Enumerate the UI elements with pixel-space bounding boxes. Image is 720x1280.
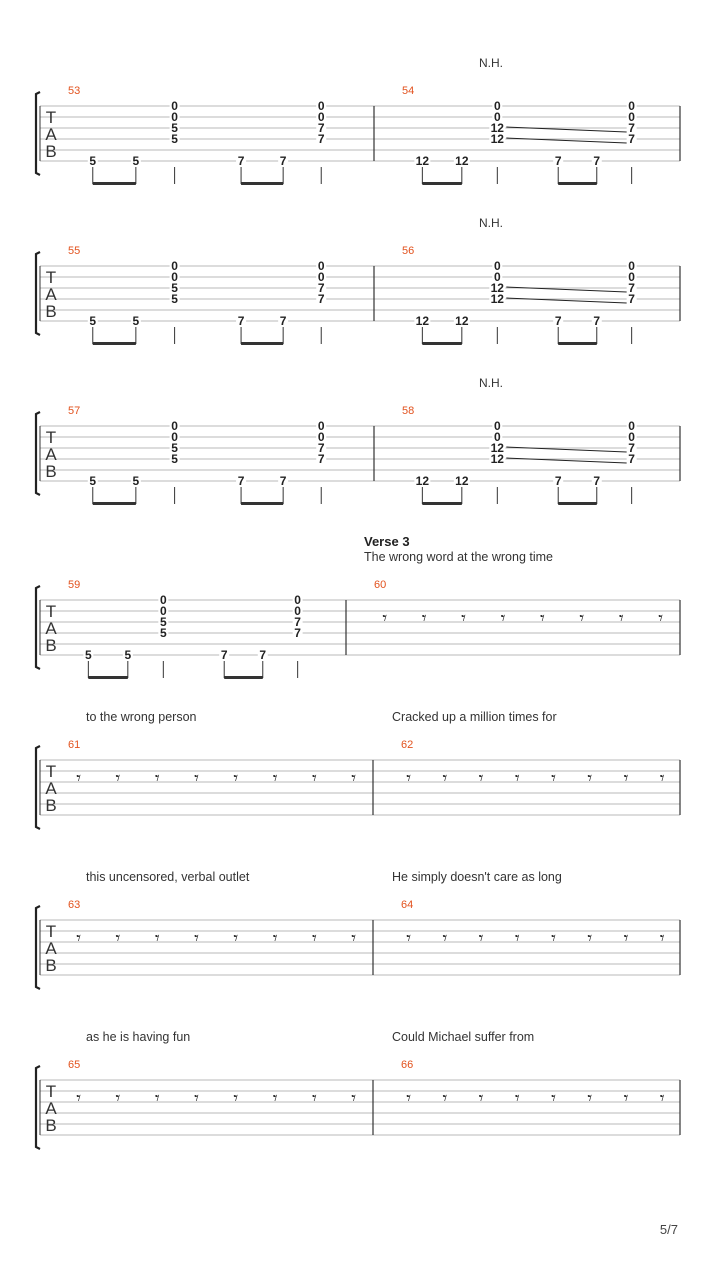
fret-number: 7 (628, 452, 635, 466)
measure-number: 55 (68, 245, 81, 257)
note-beam (422, 342, 461, 345)
fret-number: 7 (237, 474, 245, 488)
fret-number: 12 (490, 281, 504, 295)
natural-harmonic-label: N.H. (479, 376, 503, 390)
fret-number: 12 (455, 154, 469, 168)
lyric-line: The wrong word at the wrong time (364, 550, 553, 564)
note-beam (241, 342, 283, 345)
measure-number: 53 (68, 85, 81, 97)
tab-system (36, 412, 680, 505)
note-beam (88, 676, 127, 679)
natural-harmonic-label: N.H. (479, 56, 503, 70)
eighth-rest-icon: 𝄾 (194, 928, 199, 949)
fret-number: 5 (159, 626, 167, 640)
system-bracket (36, 906, 40, 989)
tab-system (36, 586, 680, 679)
fret-number: 0 (493, 110, 501, 124)
tab-clef-letter: A (45, 125, 57, 144)
eighth-rest-icon: 𝄾 (311, 768, 317, 789)
eighth-rest-icon: 𝄾 (500, 608, 506, 629)
note-beam (558, 342, 597, 345)
fret-number: 7 (628, 292, 635, 306)
eighth-rest-icon: 𝄾 (659, 768, 665, 789)
tab-clef-letter: A (45, 779, 57, 798)
fret-number: 0 (294, 593, 301, 607)
fret-number: 12 (455, 314, 469, 328)
fret-number: 7 (593, 154, 601, 168)
eighth-rest-icon: 𝄾 (194, 1088, 199, 1109)
eighth-rest-icon: 𝄾 (659, 928, 665, 949)
fret-number: 0 (159, 604, 167, 618)
fret-number: 5 (132, 314, 140, 328)
measure-number: 59 (68, 579, 81, 591)
fret-number: 12 (415, 474, 430, 488)
tab-system (36, 92, 680, 185)
eighth-rest-icon: 𝄾 (623, 768, 629, 789)
tab-system (36, 906, 680, 989)
fret-number: 0 (171, 99, 178, 113)
eighth-rest-icon: 𝄾 (587, 768, 593, 789)
eighth-rest-icon: 𝄾 (658, 608, 664, 629)
fret-number: 12 (455, 474, 469, 488)
tab-clef-letter: A (45, 939, 57, 958)
fret-number: 7 (628, 132, 635, 146)
measure-number: 63 (68, 899, 81, 911)
eighth-rest-icon: 𝄾 (623, 1088, 629, 1109)
eighth-rest-icon: 𝄾 (115, 768, 121, 789)
eighth-rest-icon: 𝄾 (478, 928, 484, 949)
fret-number: 7 (628, 121, 635, 135)
fret-number: 5 (171, 292, 178, 306)
measure-number: 65 (68, 1059, 81, 1071)
eighth-rest-icon: 𝄾 (478, 1088, 484, 1109)
eighth-rest-icon: 𝄾 (311, 1088, 317, 1109)
measure (414, 261, 636, 345)
eighth-rest-icon: 𝄾 (76, 1088, 82, 1109)
fret-number: 5 (171, 132, 178, 146)
measure (88, 101, 326, 185)
note-beam (422, 502, 461, 505)
eighth-rest-icon: 𝄾 (461, 608, 466, 629)
eighth-rest-icon: 𝄾 (351, 1088, 357, 1109)
fret-number: 5 (85, 648, 92, 662)
note-beam (241, 502, 283, 505)
measure-number: 60 (374, 579, 387, 591)
fret-number: 12 (490, 452, 504, 466)
tab-clef-letter: A (45, 285, 57, 304)
section-title: Verse 3 (364, 534, 410, 549)
fret-number: 7 (628, 441, 635, 455)
fret-number: 0 (628, 110, 635, 124)
eighth-rest-icon: 𝄾 (539, 608, 545, 629)
eighth-rest-icon: 𝄾 (233, 1088, 239, 1109)
fret-number: 7 (317, 292, 325, 306)
fret-number: 5 (124, 648, 132, 662)
system-bracket (36, 746, 40, 829)
measure (88, 421, 326, 505)
lyric-line: to the wrong person (86, 710, 197, 724)
fret-number: 7 (554, 154, 562, 168)
fret-number: 0 (317, 419, 325, 433)
eighth-rest-icon: 𝄾 (351, 928, 357, 949)
fret-number: 7 (279, 154, 287, 168)
fret-number: 0 (171, 419, 178, 433)
note-beam (224, 676, 263, 679)
fret-number: 0 (628, 259, 635, 273)
fret-number: 5 (171, 281, 178, 295)
fret-number: 5 (171, 441, 178, 455)
fret-number: 7 (554, 474, 562, 488)
eighth-rest-icon: 𝄾 (442, 928, 448, 949)
eighth-rest-icon: 𝄾 (76, 768, 82, 789)
tab-clef-letter: T (45, 922, 57, 941)
fret-number: 7 (317, 121, 325, 135)
eighth-rest-icon: 𝄾 (154, 1088, 160, 1109)
fret-number: 12 (415, 154, 430, 168)
fret-number: 7 (628, 281, 635, 295)
fret-number: 7 (317, 281, 325, 295)
fret-number: 0 (317, 270, 325, 284)
eighth-rest-icon: 𝄾 (311, 928, 317, 949)
note-beam (558, 182, 597, 185)
fret-number: 5 (132, 474, 140, 488)
fret-number: 5 (132, 154, 140, 168)
tab-clef-letter: T (45, 428, 57, 447)
fret-number: 0 (171, 110, 178, 124)
tab-clef-letter: T (45, 108, 57, 127)
fret-number: 12 (415, 314, 430, 328)
fret-number: 7 (317, 441, 325, 455)
fret-number: 12 (490, 292, 504, 306)
fret-number: 7 (317, 132, 325, 146)
fret-number: 0 (294, 604, 301, 618)
lyric-line: as he is having fun (86, 1030, 191, 1044)
tab-clef-letter: A (45, 445, 57, 464)
note-beam (558, 502, 597, 505)
eighth-rest-icon: 𝄾 (442, 768, 448, 789)
lyric-line: Cracked up a million times for (392, 710, 557, 724)
fret-number: 0 (171, 430, 178, 444)
fret-number: 7 (317, 452, 325, 466)
eighth-rest-icon: 𝄾 (623, 928, 629, 949)
eighth-rest-icon: 𝄾 (115, 928, 121, 949)
fret-number: 7 (554, 314, 562, 328)
tab-clef-letter: T (45, 1082, 57, 1101)
tab-clef-letter: B (45, 636, 57, 655)
lyric-line: Could Michael suffer from (392, 1030, 535, 1044)
eighth-rest-icon: 𝄾 (587, 928, 593, 949)
tab-clef-letter: T (45, 762, 57, 781)
tab-clef-letter: B (45, 462, 57, 481)
system-bracket (36, 1066, 40, 1149)
eighth-rest-icon: 𝄾 (272, 928, 278, 949)
eighth-rest-icon: 𝄾 (154, 928, 160, 949)
measure (414, 421, 636, 505)
eighth-rest-icon: 𝄾 (76, 928, 82, 949)
eighth-rest-icon: 𝄾 (442, 1088, 448, 1109)
eighth-rest-icon: 𝄾 (551, 768, 556, 789)
note-beam (93, 182, 136, 185)
fret-number: 0 (493, 259, 501, 273)
tab-system (36, 746, 680, 829)
fret-number: 0 (628, 270, 635, 284)
fret-number: 0 (628, 430, 635, 444)
eighth-rest-icon: 𝄾 (514, 768, 520, 789)
fret-number: 7 (279, 314, 287, 328)
fret-number: 0 (171, 270, 178, 284)
fret-number: 0 (628, 99, 635, 113)
measure-number: 58 (402, 405, 415, 417)
fret-number: 0 (493, 270, 501, 284)
note-beam (241, 182, 283, 185)
eighth-rest-icon: 𝄾 (272, 768, 278, 789)
eighth-rest-icon: 𝄾 (406, 928, 412, 949)
page-number: 5/7 (659, 1222, 678, 1237)
lyric-line: this uncensored, verbal outlet (86, 870, 250, 884)
fret-number: 0 (317, 99, 325, 113)
measure-number: 56 (402, 245, 415, 257)
tab-clef-letter: A (45, 1099, 57, 1118)
eighth-rest-icon: 𝄾 (551, 1088, 556, 1109)
eighth-rest-icon: 𝄾 (382, 608, 388, 629)
fret-number: 0 (171, 259, 178, 273)
eighth-rest-icon: 𝄾 (233, 928, 239, 949)
fret-number: 7 (294, 615, 301, 629)
note-beam (93, 502, 136, 505)
fret-number: 5 (89, 314, 97, 328)
fret-number: 7 (237, 154, 245, 168)
measure-number: 62 (401, 739, 414, 751)
fret-number: 5 (159, 615, 167, 629)
fret-number: 0 (493, 430, 501, 444)
tab-clef-letter: B (45, 796, 57, 815)
measure-number: 61 (68, 739, 81, 751)
fret-number: 0 (317, 259, 325, 273)
eighth-rest-icon: 𝄾 (514, 1088, 520, 1109)
eighth-rest-icon: 𝄾 (618, 608, 624, 629)
note-beam (422, 182, 461, 185)
fret-number: 5 (171, 452, 178, 466)
eighth-rest-icon: 𝄾 (406, 768, 412, 789)
fret-number: 5 (89, 154, 97, 168)
system-bracket (36, 412, 40, 495)
fret-number: 0 (493, 99, 501, 113)
fret-number: 12 (490, 121, 504, 135)
tab-system (36, 1066, 680, 1149)
eighth-rest-icon: 𝄾 (579, 608, 585, 629)
eighth-rest-icon: 𝄾 (351, 768, 357, 789)
fret-number: 12 (490, 441, 504, 455)
eighth-rest-icon: 𝄾 (272, 1088, 278, 1109)
tab-clef-letter: A (45, 619, 57, 638)
lyric-line: He simply doesn't care as long (392, 870, 562, 884)
tab-clef-letter: B (45, 956, 57, 975)
eighth-rest-icon: 𝄾 (115, 1088, 121, 1109)
eighth-rest-icon: 𝄾 (551, 928, 556, 949)
measure (414, 101, 636, 185)
fret-number: 7 (593, 474, 601, 488)
eighth-rest-icon: 𝄾 (587, 1088, 593, 1109)
eighth-rest-icon: 𝄾 (478, 768, 484, 789)
system-bracket (36, 252, 40, 335)
eighth-rest-icon: 𝄾 (154, 768, 160, 789)
tab-clef-letter: B (45, 302, 57, 321)
measure (83, 595, 302, 679)
tab-clef-letter: T (45, 602, 57, 621)
tab-clef-letter: T (45, 268, 57, 287)
measure-number: 64 (401, 899, 414, 911)
fret-number: 7 (279, 474, 287, 488)
system-bracket (36, 586, 40, 669)
fret-number: 7 (294, 626, 301, 640)
fret-number: 7 (237, 314, 245, 328)
eighth-rest-icon: 𝄾 (233, 768, 239, 789)
fret-number: 0 (317, 110, 325, 124)
eighth-rest-icon: 𝄾 (194, 768, 199, 789)
measure (88, 261, 326, 345)
fret-number: 12 (490, 132, 504, 146)
fret-number: 0 (628, 419, 635, 433)
tab-system (36, 252, 680, 345)
note-beam (93, 342, 136, 345)
fret-number: 0 (159, 593, 167, 607)
fret-number: 0 (317, 430, 325, 444)
measure-number: 66 (401, 1059, 414, 1071)
fret-number: 7 (259, 648, 267, 662)
measure-number: 57 (68, 405, 81, 417)
fret-number: 0 (493, 419, 501, 433)
fret-number: 7 (593, 314, 601, 328)
eighth-rest-icon: 𝄾 (659, 1088, 665, 1109)
fret-number: 7 (220, 648, 228, 662)
natural-harmonic-label: N.H. (479, 216, 503, 230)
eighth-rest-icon: 𝄾 (406, 1088, 412, 1109)
fret-number: 5 (89, 474, 97, 488)
tab-clef-letter: B (45, 142, 57, 161)
eighth-rest-icon: 𝄾 (514, 928, 520, 949)
eighth-rest-icon: 𝄾 (421, 608, 427, 629)
fret-number: 5 (171, 121, 178, 135)
measure-number: 54 (402, 85, 415, 97)
system-bracket (36, 92, 40, 175)
tab-clef-letter: B (45, 1116, 57, 1135)
